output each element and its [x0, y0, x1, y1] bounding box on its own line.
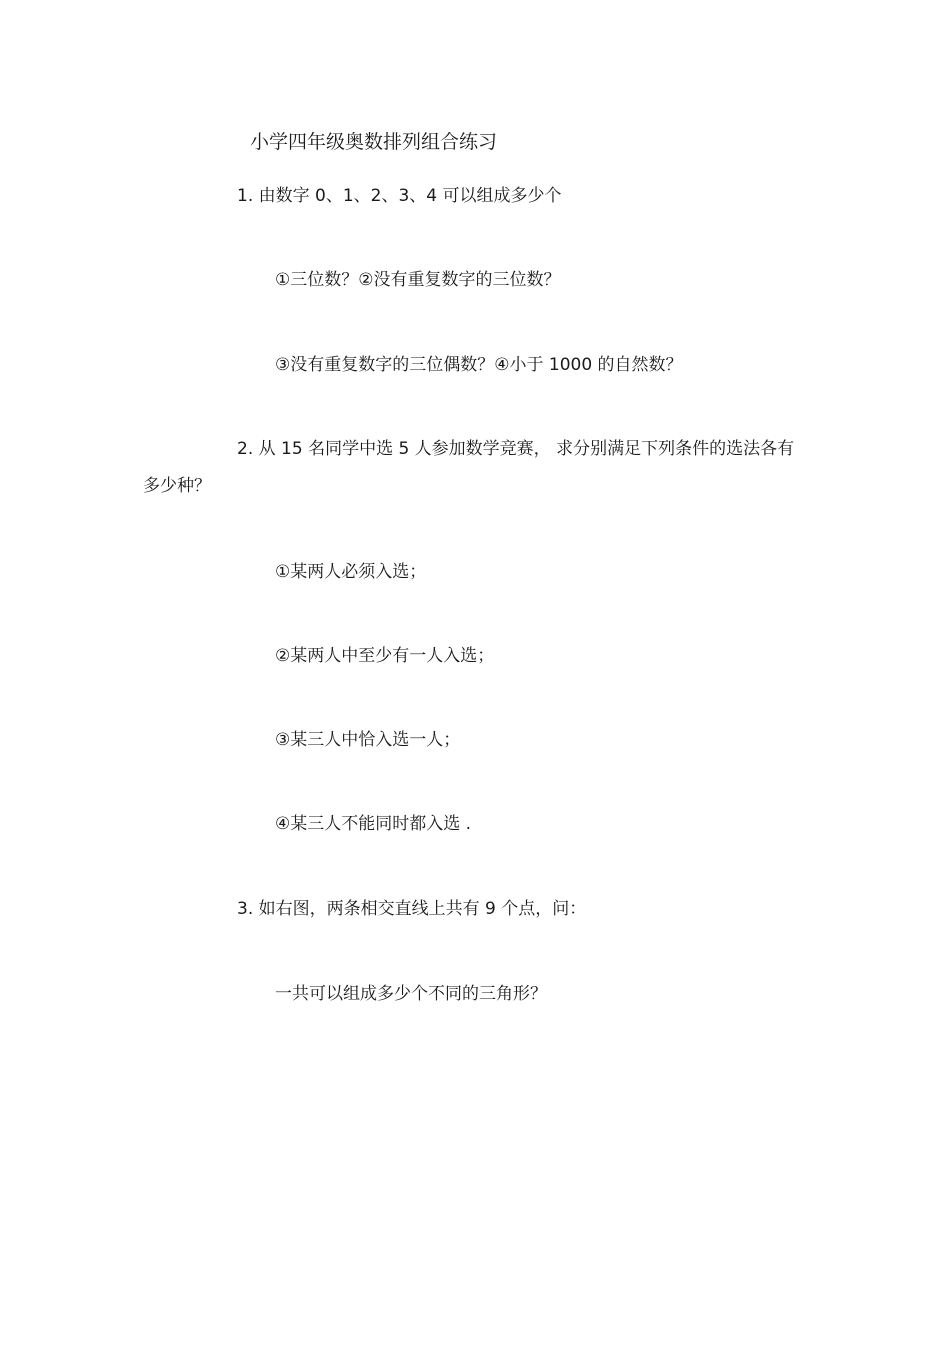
question-1-parts-b: ③没有重复数字的三位偶数？④小于 1000 的自然数？ — [275, 355, 683, 375]
question-2-item-1: ①某两人必须入选； — [275, 562, 427, 582]
question-2-item-4: ④某三人不能同时都入选 . — [275, 814, 472, 834]
question-2-item-2: ②某两人中至少有一人入选； — [275, 646, 495, 666]
question-3-question: 一共可以组成多少个不同的三角形？ — [275, 984, 547, 1004]
question-2-stem-line1: 2. 从 15 名同学中选 5 人参加数学竞赛， 求分别满足下列条件的选法各有 — [237, 439, 795, 459]
question-1-parts-a: ①三位数？②没有重复数字的三位数？ — [275, 270, 561, 290]
question-1-stem: 1. 由数字 0、1、2、3、4 可以组成多少个 — [237, 186, 562, 206]
question-2-stem-line2: 多少种？ — [143, 476, 211, 496]
document-title: 小学四年级奥数排列组合练习 — [250, 131, 498, 153]
question-2-item-3: ③某三人中恰入选一人； — [275, 730, 461, 750]
question-3-stem: 3. 如右图，两条相交直线上共有 9 个点，问： — [237, 899, 587, 919]
